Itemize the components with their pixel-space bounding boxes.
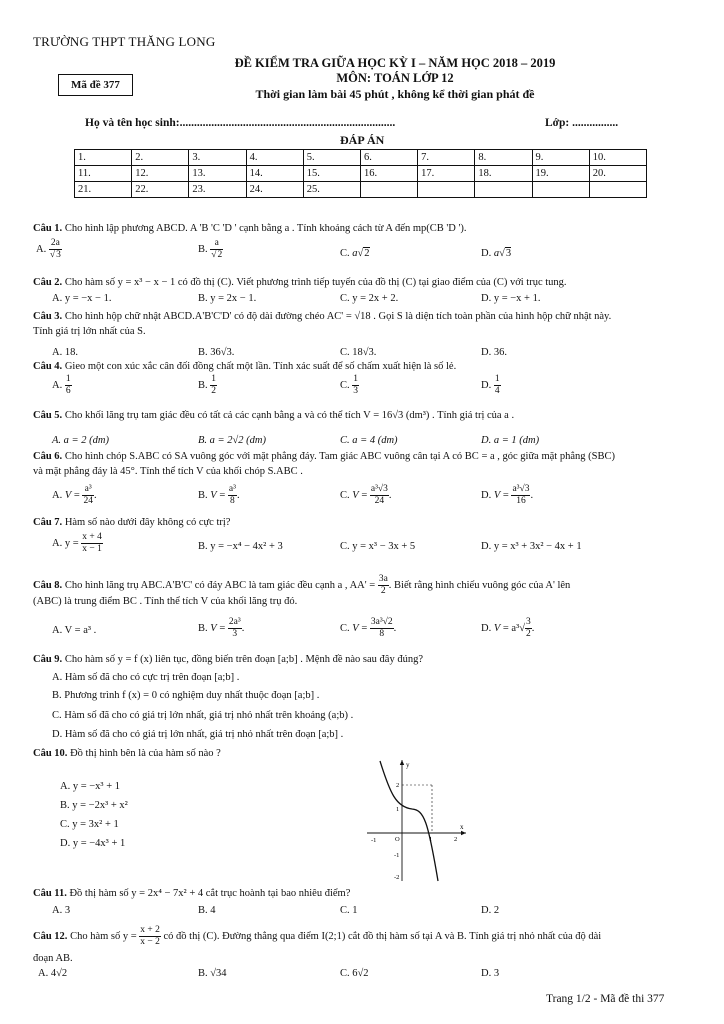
q7-option-b[interactable]: B. y = −x⁴ − 4x² + 3 xyxy=(198,541,283,552)
q8-option-c[interactable]: C. V = $\frac{\text{3a³√2}}{8}$ . xyxy=(340,617,397,639)
exam-code-box: Mã đề 377 xyxy=(58,74,133,96)
question-3-cont: Tính giá trị lớn nhất của S. xyxy=(33,326,146,337)
student-info-line xyxy=(85,117,645,129)
q6-option-c[interactable]: C. V = $\frac{\text{a³√3}}{24}$ . xyxy=(340,484,392,506)
question-12: Câu 12. Cho hàm số y = $\frac{x + 2}{x - 2}$ có đồ thị (C). Đường thẳng qua điểm I(2;1) cắt đồ thị hàm số tại A và B. Tính giá trị nhỏ nhất của độ dài xyxy=(33,925,602,947)
question-text: Đồ thị hình bên là của hàm số nào ? xyxy=(70,748,221,759)
q2-option-c[interactable]: C. y = 2x + 2. xyxy=(340,293,399,304)
question-label: Câu 11. xyxy=(33,888,67,899)
q10-option-b[interactable]: B. y = −2x³ + x² xyxy=(60,800,128,811)
question-text: Cho khối lăng trụ tam giác đều có tất cả các cạnh bằng a và có thể tích V = 16√3 (dm³) . Tính giá trị của a . xyxy=(64,410,515,421)
answer-cell[interactable]: 4. xyxy=(246,150,303,166)
q9-option-c[interactable]: C. Hàm số đã cho có giá trị lớn nhất, giá trị nhỏ nhất trên khoảng (a;b) . xyxy=(52,710,354,721)
question-text: Hàm số nào dưới đây không có cực trị? xyxy=(64,517,231,528)
q8-option-b[interactable]: B. V = $\frac{\text{2a³}}{3}$ . xyxy=(198,617,245,639)
q3-option-b[interactable]: B. 36√3. xyxy=(198,347,235,358)
answer-cell[interactable]: 5. xyxy=(303,150,360,166)
question-text: Đồ thị hàm số y = 2x⁴ − 7x² + 4 cắt trục hoành tại bao nhiêu điểm? xyxy=(69,888,351,899)
q4-option-c[interactable]: C. $\frac{1}{3}$ xyxy=(340,374,359,396)
answer-cell[interactable]: 22. xyxy=(132,182,189,198)
answer-cell[interactable]: 19. xyxy=(532,166,589,182)
q11-option-a[interactable]: A. 3 xyxy=(52,905,71,916)
question-9 xyxy=(33,654,423,665)
question-label: Câu 7. xyxy=(33,517,63,528)
question-11 xyxy=(33,888,350,899)
answer-row xyxy=(75,150,647,166)
q1-option-c[interactable]: C. a√2 xyxy=(340,248,370,259)
q6-option-b[interactable]: B. V = $\frac{\text{a³}}{8}$ . xyxy=(198,484,240,506)
question-label: Câu 3. xyxy=(33,311,63,322)
question-6-cont: và mặt phẳng đáy là 45°. Tính thể tích V của khối chóp S.ABC . xyxy=(33,466,303,477)
q3-option-c[interactable]: C. 18√3. xyxy=(340,347,377,358)
q5-option-c[interactable]: C. a = 4 (dm) xyxy=(340,435,398,446)
answer-cell[interactable]: 17. xyxy=(418,166,475,182)
school-name: TRƯỜNG THPT THĂNG LONG xyxy=(33,34,216,49)
answer-cell[interactable]: 20. xyxy=(589,166,646,182)
q10-option-a[interactable]: A. y = −x³ + 1 xyxy=(60,781,120,792)
q8-option-a[interactable]: A. V = a³ . xyxy=(52,625,97,636)
question-text: có đồ thị (C). Đường thẳng qua điểm I(2;1) cắt đồ thị hàm số tại A và B. Tính giá trị nhỏ nhất của độ dài xyxy=(163,930,602,942)
answer-cell[interactable]: 21. xyxy=(75,182,132,198)
question-5 xyxy=(33,410,514,421)
answer-cell[interactable]: 14. xyxy=(246,166,303,182)
question-text: . Biết rằng hình chiếu vuông góc của A' lên xyxy=(388,579,571,591)
question-label: Câu 4. xyxy=(33,361,63,372)
question-text: Cho hình lập phương ABCD. A 'B 'C 'D ' cạnh bằng a . Tính khoảng cách từ A đến mp(CB 'D '). xyxy=(64,223,467,234)
answer-cell[interactable]: 12. xyxy=(132,166,189,182)
q5-option-a[interactable]: A. a = 2 (dm) xyxy=(52,435,109,446)
answer-cell[interactable]: 24. xyxy=(246,182,303,198)
q4-option-d[interactable]: D. $\frac{1}{4}$ xyxy=(481,374,500,396)
question-label: Câu 6. xyxy=(33,451,63,462)
q1-option-b[interactable]: B. $\frac{a}{√2}$ xyxy=(198,238,223,260)
q11-option-c[interactable]: C. 1 xyxy=(340,905,358,916)
q6-option-d[interactable]: D. V = $\frac{\text{a³√3}}{16}$ . xyxy=(481,484,534,506)
answer-sheet-heading: ĐÁP ÁN xyxy=(340,133,385,147)
graph-tick-label: -1 xyxy=(394,852,400,859)
question-text: Cho hàm số y = f (x) liên tục, đồng biến trên đoạn [a;b] . Mệnh đề nào sau đây đúng? xyxy=(64,654,423,665)
q2-option-b[interactable]: B. y = 2x − 1. xyxy=(198,293,257,304)
exam-title: ĐỀ KIỂM TRA GIỮA HỌC KỲ I – NĂM HỌC 2018 – 2019 xyxy=(234,56,556,70)
question-label: Câu 1. xyxy=(33,223,63,234)
student-name-label: Họ và tên học sinh:........................................................................... xyxy=(85,117,396,129)
answer-cell[interactable]: 13. xyxy=(189,166,246,182)
q8-option-d[interactable]: D. V = a³√ $\frac{3}{2}$ . xyxy=(481,617,535,639)
q1-option-d[interactable]: D. a√3 xyxy=(481,248,512,259)
question-6 xyxy=(33,451,615,462)
graph-y-label: y xyxy=(406,761,410,769)
question-label: Câu 9. xyxy=(33,654,63,665)
exam-subject: MÔN: TOÁN LỚP 12 xyxy=(336,71,454,85)
q9-option-d[interactable]: D. Hàm số đã cho có giá trị lớn nhất, giá trị nhỏ nhất trên đoạn [a;b] . xyxy=(52,729,344,740)
question-label: Câu 2. xyxy=(33,277,63,288)
question-text: Cho hình hộp chữ nhật ABCD.A'B'C'D' có độ dài đường chéo AC' = √18 . Gọi S là diện tích toàn phần của hình hộp chữ nhật này. xyxy=(64,311,612,322)
cubic-function-graph xyxy=(362,757,472,885)
answer-cell[interactable] xyxy=(589,182,646,198)
q4-option-a[interactable]: A. $\frac{1}{6}$ xyxy=(52,374,71,396)
question-text: Cho hình chóp S.ABC có SA vuông góc với mặt phẳng đáy. Tam giác ABC vuông cân tại A có BC = a , góc giữa mặt phẳng (SBC) xyxy=(64,451,615,462)
q3-option-a[interactable]: A. 18. xyxy=(52,347,78,358)
answer-cell[interactable] xyxy=(532,182,589,198)
answer-cell[interactable] xyxy=(418,182,475,198)
graph-tick-label: 1 xyxy=(396,806,400,813)
graph-tick-label: 1 xyxy=(429,836,433,843)
graph-origin-label: O xyxy=(395,836,400,843)
question-text: Cho hàm số y = xyxy=(70,930,137,942)
question-7 xyxy=(33,517,230,528)
answer-cell[interactable]: 15. xyxy=(303,166,360,182)
q10-option-c[interactable]: C. y = 3x² + 1 xyxy=(60,819,119,830)
answer-cell[interactable]: 6. xyxy=(360,150,417,166)
q5-option-b[interactable]: B. a = 2√2 (dm) xyxy=(198,435,266,446)
q12-option-b[interactable]: B. √34 xyxy=(198,968,227,979)
answer-cell[interactable]: 18. xyxy=(475,166,532,182)
graph-tick-label: 2 xyxy=(454,836,458,843)
q2-option-a[interactable]: A. y = −x − 1. xyxy=(52,293,112,304)
q7-option-c[interactable]: C. y = x³ − 3x + 5 xyxy=(340,541,416,552)
answer-cell[interactable]: 25. xyxy=(303,182,360,198)
question-12-cont: đoạn AB. xyxy=(33,953,73,964)
question-label: Câu 10. xyxy=(33,748,68,759)
question-text: Gieo một con xúc xắc cân đối đồng chất một lần. Tính xác suất để số chấm xuất hiện là số lẻ. xyxy=(64,361,457,372)
graph-tick-label: 2 xyxy=(396,782,400,789)
answer-cell[interactable]: 16. xyxy=(360,166,417,182)
graph-tick-label: -1 xyxy=(371,837,377,844)
answer-cell[interactable]: 1. xyxy=(75,150,132,166)
graph-x-arrow xyxy=(461,831,466,835)
question-10 xyxy=(33,748,221,759)
question-3 xyxy=(33,311,611,322)
answer-cell[interactable]: 8. xyxy=(475,150,532,166)
graph-tick-label: -2 xyxy=(394,874,400,881)
question-text: Cho hình lăng trụ ABC.A'B'C' có đáy ABC là tam giác đều cạnh a , AA' = xyxy=(64,579,376,591)
q11-option-d[interactable]: D. 2 xyxy=(481,905,500,916)
question-label: Câu 8. xyxy=(33,579,63,591)
q12-option-a[interactable]: A. 4√2 xyxy=(38,968,68,979)
answer-row xyxy=(75,182,647,198)
q9-option-a[interactable]: A. Hàm số đã cho có cực trị trên đoạn [a;b] . xyxy=(52,672,240,683)
question-2 xyxy=(33,277,567,288)
exam-time: Thời gian làm bài 45 phút , không kể thời gian phát đề xyxy=(255,87,535,101)
q5-option-d[interactable]: D. a = 1 (dm) xyxy=(481,435,540,446)
q7-option-d[interactable]: D. y = x³ + 3x² − 4x + 1 xyxy=(481,541,582,552)
page-footer: Trang 1/2 - Mã đề thi 377 xyxy=(546,993,665,1005)
answer-cell[interactable] xyxy=(360,182,417,198)
q3-option-d[interactable]: D. 36. xyxy=(481,347,507,358)
graph-x-label: x xyxy=(460,823,464,831)
q6-option-a[interactable]: A. V = $\frac{\text{a³}}{24}$ . xyxy=(52,484,97,506)
question-4 xyxy=(33,361,456,372)
class-label: Lớp: ................ xyxy=(545,117,619,129)
graph-curve xyxy=(380,761,438,881)
q11-option-b[interactable]: B. 4 xyxy=(198,905,216,916)
q2-option-d[interactable]: D. y = −x + 1. xyxy=(481,293,541,304)
question-text: Cho hàm số y = x³ − x − 1 có đồ thị (C). Viết phương trình tiếp tuyến của đồ thị (C) tại giao điểm của (C) với trục tung. xyxy=(64,277,567,288)
graph-y-arrow xyxy=(400,760,404,765)
q4-option-b[interactable]: B. $\frac{1}{2}$ xyxy=(198,374,217,396)
answer-cell[interactable] xyxy=(475,182,532,198)
answer-cell[interactable]: 10. xyxy=(589,150,646,166)
answer-table xyxy=(74,149,647,198)
answer-row xyxy=(75,166,647,182)
answer-cell[interactable]: 23. xyxy=(189,182,246,198)
q9-option-b[interactable]: B. Phương trình f (x) = 0 có nghiệm duy nhất thuộc đoạn [a;b] . xyxy=(52,690,320,701)
answer-cell[interactable]: 2. xyxy=(132,150,189,166)
q12-option-c[interactable]: C. 6√2 xyxy=(340,968,369,979)
question-label: Câu 5. xyxy=(33,410,63,421)
answer-cell[interactable]: 9. xyxy=(532,150,589,166)
question-label: Câu 12. xyxy=(33,930,68,942)
q7-option-a[interactable]: A. y = $\frac{x + 4}{x - 1}$ xyxy=(52,532,102,554)
question-8: Câu 8. Cho hình lăng trụ ABC.A'B'C' có đáy ABC là tam giác đều cạnh a , AA' = $\frac{3a}{2}$ . Biết rằng hình chiếu vuông góc của A' lên xyxy=(33,574,571,596)
q1-option-a[interactable]: A. $\frac{2a}{√3}$ xyxy=(36,238,61,260)
answer-cell[interactable]: 7. xyxy=(418,150,475,166)
answer-cell[interactable]: 11. xyxy=(75,166,132,182)
question-8-cont: (ABC) là trung điểm BC . Tính thể tích V của khối lăng trụ đó. xyxy=(33,596,298,607)
q10-option-d[interactable]: D. y = −4x³ + 1 xyxy=(60,838,126,849)
question-1 xyxy=(33,223,467,234)
q12-option-d[interactable]: D. 3 xyxy=(481,968,500,979)
answer-cell[interactable]: 3. xyxy=(189,150,246,166)
